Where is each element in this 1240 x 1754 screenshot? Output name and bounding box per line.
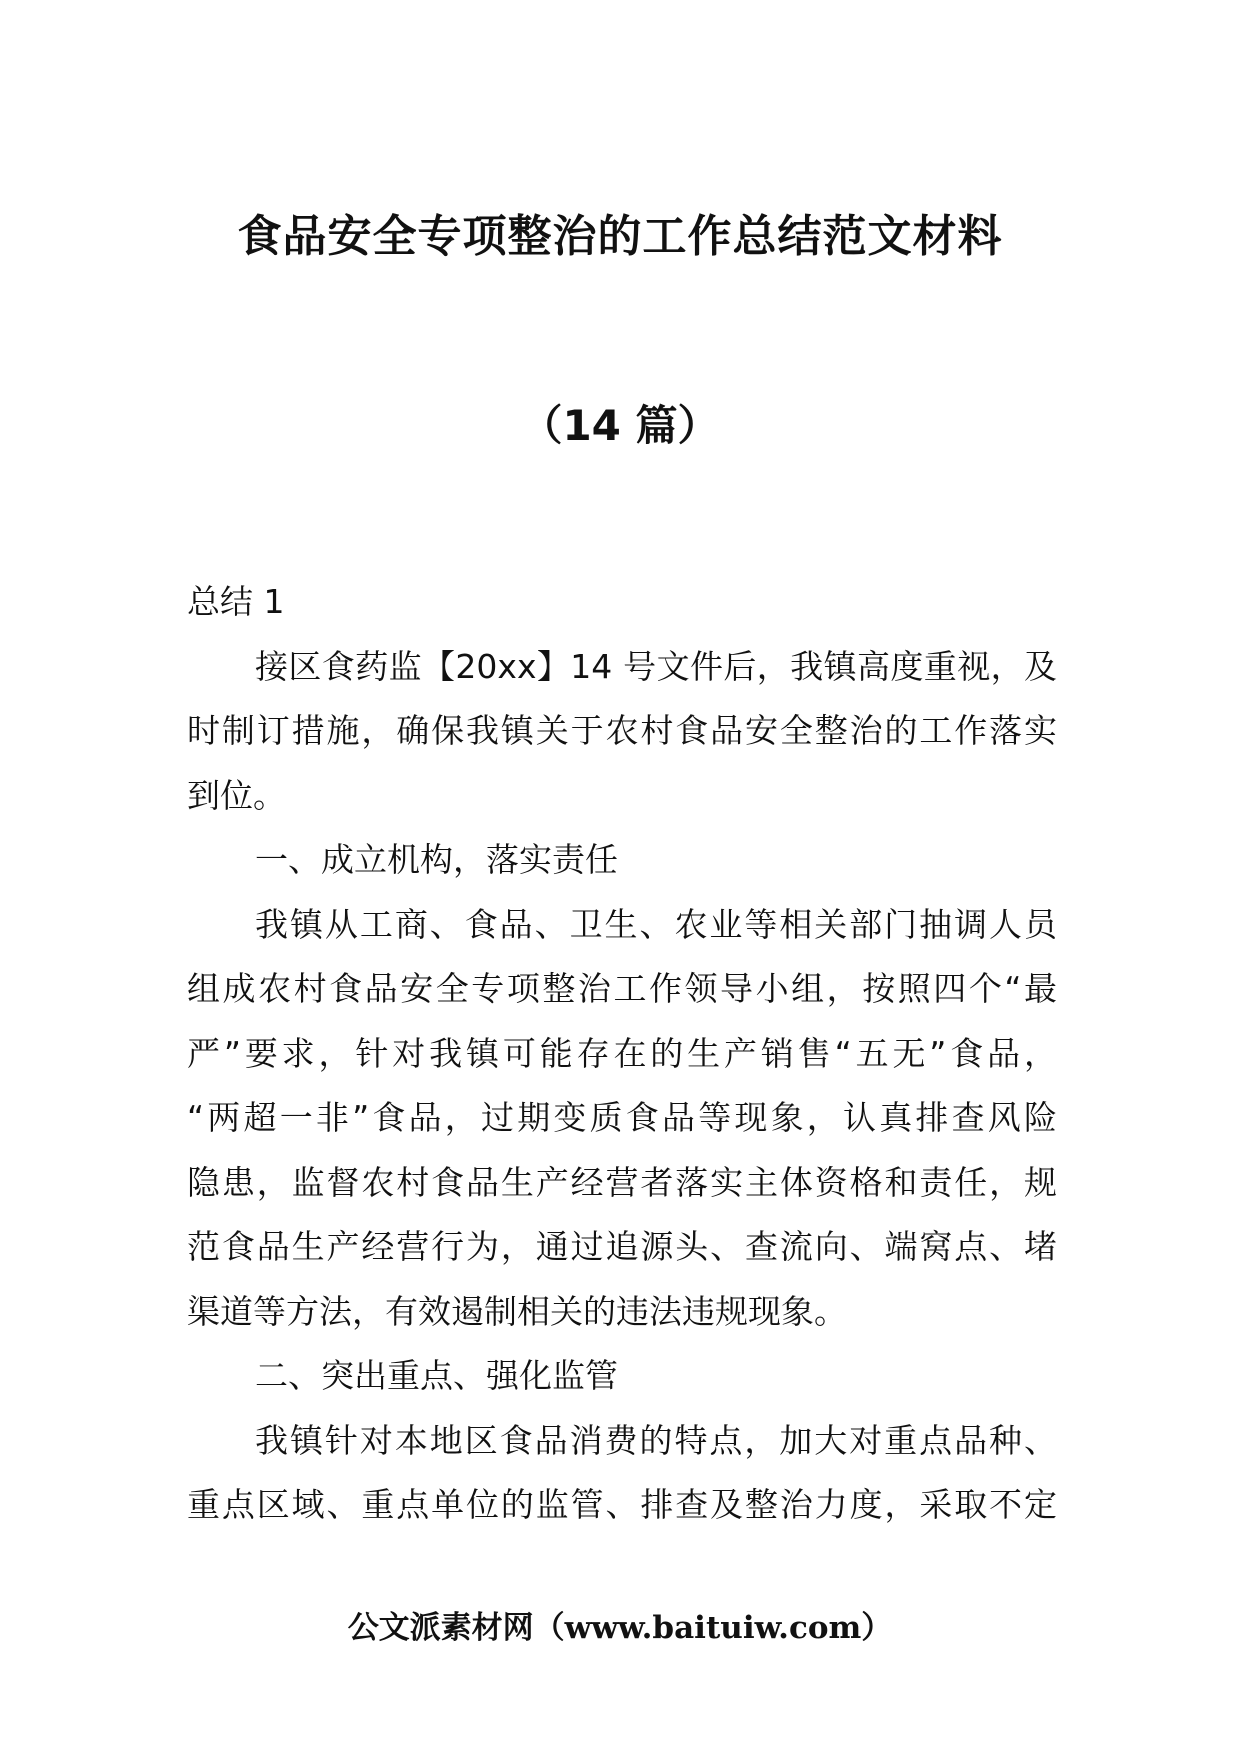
body-line: 到位。: [187, 775, 286, 815]
body-line: 总结 1: [187, 582, 285, 621]
body-line: 二、突出重点、强化监管: [255, 1356, 618, 1395]
document-body: [187, 570, 1057, 1538]
body-line: 接区食药监【20xx】14 号文件后，我镇高度重视，及: [255, 646, 1057, 686]
body-line: 隐患，监督农村食品生产经营者落实主体资格和责任，规: [187, 1162, 1057, 1202]
body-line: 重点区域、重点单位的监管、排查及整治力度，采取不定: [187, 1485, 1057, 1524]
page-footer: 公文派素材网（www.baituiw.com）: [347, 1610, 893, 1646]
body-line: “两超一非”食品，过期变质食品等现象，认真排查风险: [187, 1098, 1057, 1137]
body-line: 时制订措施，确保我镇关于农村食品安全整治的工作落实: [187, 711, 1057, 750]
body-line: 一、成立机构，落实责任: [255, 840, 618, 879]
body-line: 组成农村食品安全专项整治工作领导小组，按照四个“最: [187, 969, 1057, 1008]
body-line: 我镇从工商、食品、卫生、农业等相关部门抽调人员: [255, 904, 1057, 944]
body-line: 范食品生产经营行为，通过追源头、查流向、端窝点、堵: [187, 1227, 1057, 1266]
body-line: 渠道等方法，有效遏制相关的违法违规现象。: [187, 1291, 847, 1331]
body-line: 我镇针对本地区食品消费的特点，加大对重点品种、: [255, 1420, 1057, 1460]
document-subtitle: （14 篇）: [520, 401, 720, 450]
document-title: 食品安全专项整治的工作总结范文材料: [237, 211, 1003, 262]
body-line: 严”要求，针对我镇可能存在的生产销售“五无”食品，: [187, 1033, 1057, 1073]
